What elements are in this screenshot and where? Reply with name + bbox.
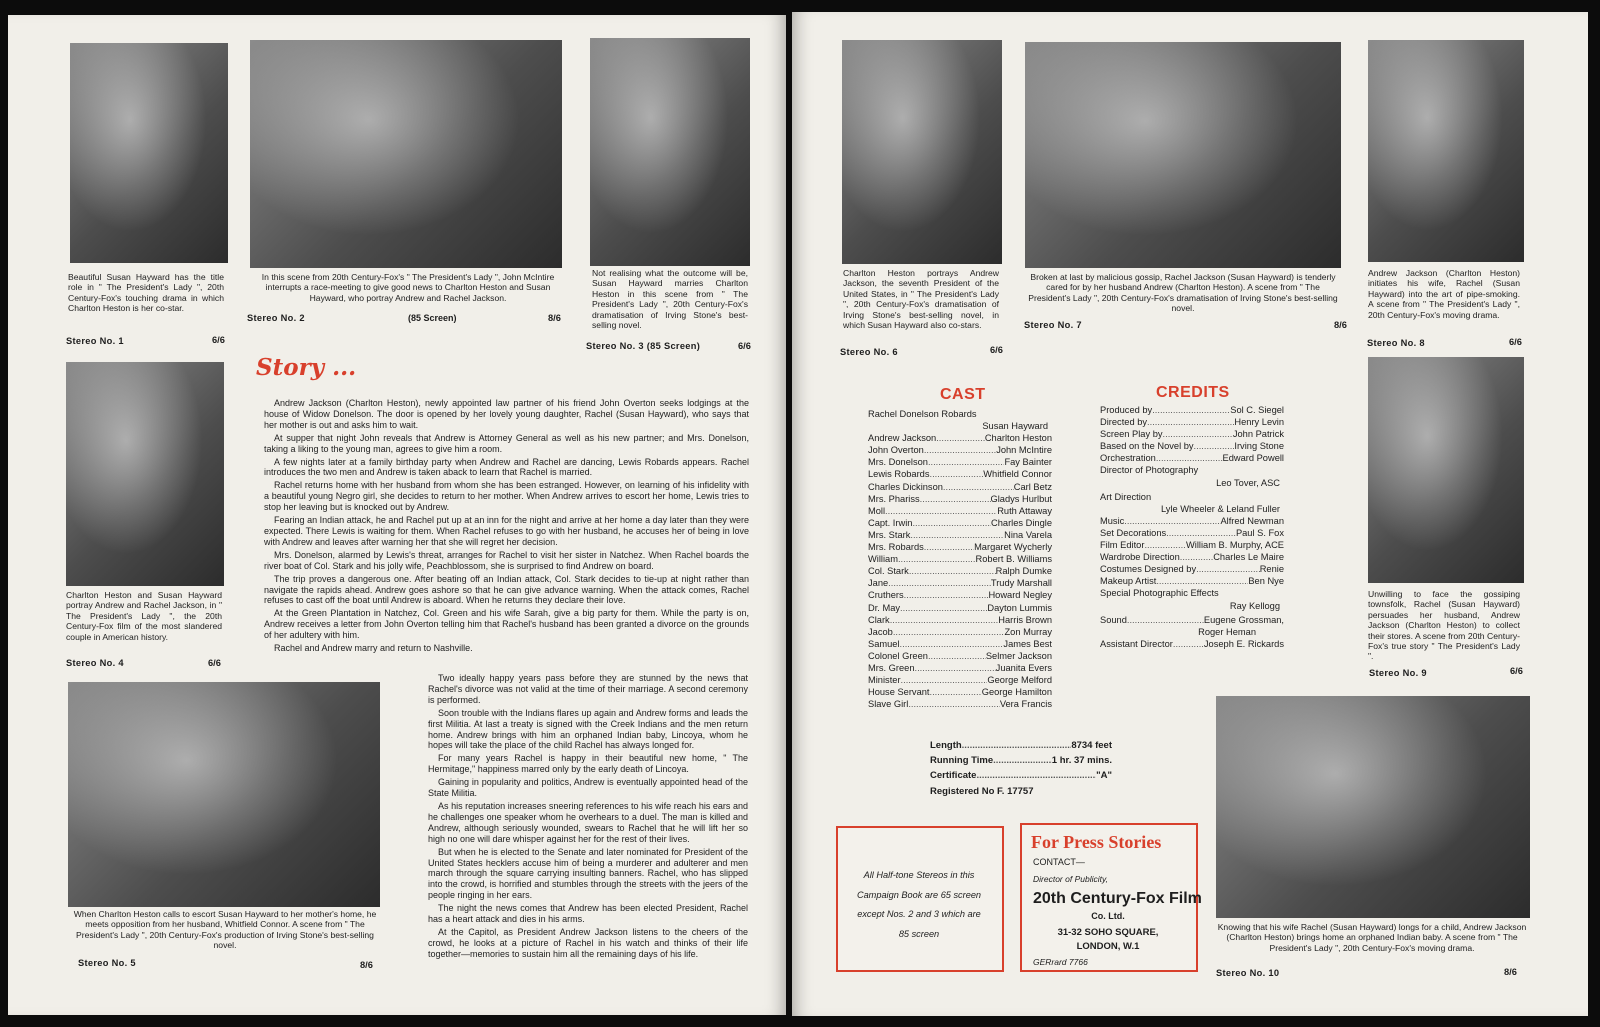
cast-row-label: Lewis Robards — [868, 469, 930, 480]
still-caption-7: Broken at last by malicious gossip, Rachel Jackson (Susan Hayward) is tenderly cared for by her husband Andrew (Charlton Heston). A scene from " The President's Lady ", 20th Century-Fox's dramatisation of Irving Stone's best-selling novel. — [1028, 272, 1338, 314]
cast-row — [868, 638, 1052, 650]
still-caption-2: In this scene from 20th Century-Fox's " The President's Lady ", John McIntire interrupts a race-meeting to give good news to Charlton Heston and Susan Hayward, who portray Andrew and Rachel Jackson. — [261, 272, 555, 303]
story-paragraph: A few nights later at a family birthday party when Andrew and Rachel are dancing, Lewis Robards appears. Rachel introduces the two men and Andrew is taken aback to learn that Rachel is married. — [264, 456, 749, 478]
stereo-label-2: Stereo No. 2 — [247, 313, 305, 323]
cast-row — [868, 553, 1052, 565]
halftone-note — [840, 866, 998, 944]
story-paragraph: Fearing an Indian attack, he and Rachel put up at an inn for the night and arrive at her home a day later than they were expected. There Lewis is waiting for them. When Rachel refuses to go with her husband, he accuses her of being in love with Andrew and leaves after warning her that she will regret her decision. — [264, 515, 749, 547]
cast-row — [868, 517, 1052, 529]
cast-row-value: Juanita Evers — [995, 662, 1052, 673]
cast-row-label: Moll — [868, 505, 886, 516]
cast-row-label: Dr. May — [868, 602, 901, 613]
credit-art-names: Lyle Wheeler & Leland Fuller — [1160, 503, 1280, 514]
credit-row-value: Sol C. Siegel — [1230, 405, 1284, 415]
halftone-line-4: 85 screen — [898, 928, 940, 939]
still-photo-10 — [1216, 696, 1530, 918]
cast-row-label: Minister — [868, 675, 901, 686]
stereo-price-4: 6/6 — [208, 658, 221, 668]
cast-row-value: George Hamilton — [981, 687, 1052, 698]
still-caption-3: Not realising what the outcome will be, Susan Hayward marries Charlton Heston in this scene from " The President's Lady ", 20th Century-Fox's dramatisation of Irving Stone's best-selling novel. — [592, 268, 748, 331]
still-photo-5 — [68, 682, 380, 907]
credit-sound — [1100, 614, 1284, 626]
credit-row-label: Orchestration — [1100, 453, 1156, 464]
technical-row-label: Length — [930, 740, 962, 751]
still-photo-2 — [250, 40, 562, 268]
credit-row-label: Costumes Designed by — [1100, 564, 1197, 575]
stereo-price-6: 6/6 — [990, 345, 1003, 355]
cast-row — [868, 674, 1052, 686]
press-address-2: LONDON, W.1 — [1076, 941, 1140, 952]
still-photo-4 — [66, 362, 224, 586]
cast-row-label: Capt. Irwin — [868, 517, 913, 528]
halftone-line-3: except Nos. 2 and 3 which are — [857, 909, 981, 919]
cast-row-value: John McIntire — [996, 445, 1052, 456]
credit-photo-role: Director of Photography — [1100, 465, 1199, 476]
cast-row-label: Col. Stark — [868, 566, 909, 577]
still-caption-10: Knowing that his wife Rachel (Susan Hayward) longs for a child, Andrew Jackson (Charlton Heston) brings home an orphaned Indian baby. A scene from " The President's Lady ", 20th Century-Fox's moving drama. — [1217, 922, 1527, 953]
still-photo-3 — [590, 38, 750, 266]
credit-row-label: Based on the Novel by — [1100, 441, 1194, 452]
technical-row — [930, 768, 1112, 783]
still-caption-6: Charlton Heston portrays Andrew Jackson, the seventh President of the United States, in " The President's Lady ", 20th Century-Fox's dramatisation of Irving Stone's best-selling novel, in which Susan Hayward also co-stars. — [843, 268, 999, 331]
press-director: Director of Publicity, — [1033, 874, 1108, 884]
cast-row-value: Robert B. Williams — [975, 554, 1052, 565]
cast-row-value: Ralph Dumke — [995, 566, 1052, 577]
credit-row — [1100, 515, 1284, 527]
cast-row — [868, 444, 1052, 456]
cast-row-label: Jane — [868, 578, 889, 589]
cast-row-label: Mrs. Robards — [868, 542, 924, 553]
credit-row-value: Paul S. Fox — [1235, 527, 1284, 538]
cast-row — [868, 432, 1052, 444]
cast-row-label: Mrs. Stark — [868, 529, 911, 540]
story-paragraph: At the Green Plantation in Natchez, Col. Green and his wife Sarah, give a big party for them. While the party is on, Andrew receives a letter from John Overton telling him that Rachel's husband has been granted a divorce on the grounds of her adultery with him. — [264, 608, 749, 641]
credit-row — [1100, 428, 1284, 440]
cast-row — [868, 481, 1052, 493]
cast-row-label: Mrs. Donelson — [868, 457, 928, 468]
cast-row — [868, 589, 1052, 601]
credit-row-label: Makeup Artist — [1100, 576, 1157, 587]
technical-row-value: "A" — [1096, 770, 1112, 781]
credit-row-label: Music — [1100, 515, 1125, 526]
technical-details — [930, 738, 1112, 783]
cast-first-actor: Susan Hayward — [982, 421, 1048, 432]
cast-row — [868, 698, 1052, 710]
cast-row-value: Nina Varela — [1004, 529, 1052, 540]
story-paragraph: At supper that night John reveals that Andrew is Attorney General as well as his new partner; and Mrs. Donelson, taking a liking to the young man, agrees to give him a room. — [264, 432, 749, 454]
cast-row-value: Zon Murray — [1004, 626, 1052, 637]
cast-row-value: James Best — [1003, 638, 1052, 649]
cast-row — [868, 505, 1052, 517]
stereo-price-2: 8/6 — [548, 313, 561, 323]
cast-row-label: William — [868, 554, 898, 565]
story-paragraph: Rachel returns home with her husband from whom she has been estranged. However, on learning of his infidelity with a beautiful young Negro girl, she decides to return to her mother. When Andrew arrives to escort her home, Lewis tries to stop her leaving but is knocked out by Andrew. — [264, 480, 749, 513]
cast-list — [868, 408, 1052, 710]
cast-row-label: Samuel — [868, 638, 900, 649]
cast-row-value: Charlton Heston — [984, 433, 1052, 444]
story-title: Story ... — [256, 354, 357, 381]
cast-row-label: Clark — [868, 614, 890, 625]
cast-row — [868, 565, 1052, 577]
cast-row-value: Vera Francis — [999, 699, 1052, 710]
cast-row-value: George Melford — [987, 675, 1052, 686]
story-paragraph: But when he is elected to the Senate and later nominated for President of the United States hecklers accuse him of being a murderer and adulterer and men march through the square carrying insulting banners. Rachel, who has slipped into the crowd, is horrified and stumbles through the streets with the jeers of the people ringing in her ears. — [428, 846, 748, 901]
credit-assistant-role: Assistant Director — [1100, 638, 1173, 649]
cast-row-label: Mrs. Phariss — [868, 493, 920, 504]
screen-note-2: (85 Screen) — [408, 313, 457, 323]
technical-row — [930, 738, 1112, 753]
cast-row-value: Fay Bainter — [1004, 457, 1052, 468]
cast-row-value: Selmer Jackson — [985, 650, 1052, 661]
cast-row — [868, 662, 1052, 674]
press-company-suffix: Co. Ltd. — [1091, 911, 1125, 921]
cast-row-value: Trudy Marshall — [990, 578, 1052, 589]
stereo-label-9: Stereo No. 9 — [1369, 668, 1427, 678]
credit-sound-name-2: Roger Heman — [1198, 626, 1256, 637]
stereo-label-7: Stereo No. 7 — [1024, 320, 1082, 330]
story-paragraph: Gaining in popularity and politics, Andrew is eventually appointed head of the State Militia. — [428, 777, 748, 799]
still-photo-9 — [1368, 357, 1524, 583]
credit-row-value: Renie — [1259, 564, 1284, 575]
stereo-price-7: 8/6 — [1334, 320, 1347, 330]
credit-row-label: Wardrobe Direction — [1100, 552, 1180, 563]
credit-assistant-name: Joseph E. Rickards — [1203, 638, 1284, 649]
stereo-label-10: Stereo No. 10 — [1216, 968, 1280, 978]
cast-row — [868, 650, 1052, 662]
story-paragraph: The trip proves a dangerous one. After beating off an Indian attack, Col. Stark decides to tie-up at night rather than navigate the rapids ahead. Andrew goes ashore so that he can give advance warning. When the attack comes, Rachel refuses to cast off the boat until Andrew is aboard. When he returns they declare their love. — [264, 573, 749, 606]
credit-row-label: Film Editor — [1100, 540, 1145, 551]
cast-row-label: House Servant — [868, 687, 930, 698]
press-phone: GERrard 7766 — [1033, 957, 1088, 967]
cast-row-value: Charles Dingle — [991, 517, 1052, 528]
cast-row-value: Whitfield Connor — [983, 469, 1052, 480]
stereo-label-8: Stereo No. 8 — [1367, 338, 1425, 348]
cast-heading: CAST — [940, 386, 986, 403]
stereo-label-3: Stereo No. 3 (85 Screen) — [586, 341, 701, 351]
cast-row — [868, 626, 1052, 638]
credit-row-value: Alfred Newman — [1220, 515, 1284, 526]
credit-row-value: Henry Levin — [1234, 417, 1284, 428]
stereo-price-9: 6/6 — [1510, 666, 1523, 676]
credit-row — [1100, 440, 1284, 452]
cast-first-role: Rachel Donelson Robards — [868, 409, 977, 419]
technical-row-label: Running Time — [930, 755, 994, 766]
cast-row-label: Slave Girl — [868, 699, 909, 710]
credit-row — [1100, 575, 1284, 587]
credits-list — [1100, 404, 1284, 650]
stereo-label-5: Stereo No. 5 — [78, 958, 136, 968]
credit-row-value: Charles Le Maire — [1213, 552, 1284, 563]
stereo-price-1: 6/6 — [212, 335, 225, 345]
still-caption-5: When Charlton Heston calls to escort Susan Hayward to her mother's home, he meets opposition from her husband, Whitfield Connor. A scene from " The President's Lady ", 20th Century-Fox's production of Irving Stone's best-selling novel. — [73, 909, 377, 951]
cast-row-label: Cruthers — [868, 590, 904, 601]
cast-row-label: Andrew Jackson — [868, 433, 937, 444]
cast-row-value: Ruth Attaway — [997, 505, 1052, 516]
credit-row — [1100, 551, 1284, 563]
still-photo-1 — [70, 43, 228, 263]
cast-row-value: Carl Betz — [1013, 481, 1052, 492]
press-title: For Press Stories — [1031, 832, 1162, 852]
cast-row — [868, 614, 1052, 626]
credit-row-value: Irving Stone — [1234, 441, 1284, 452]
credit-row — [1100, 416, 1284, 428]
cast-row-label: Colonel Green — [868, 650, 928, 661]
credit-row — [1100, 452, 1284, 464]
stereo-price-8: 6/6 — [1509, 337, 1522, 347]
stereo-price-10: 8/6 — [1504, 967, 1517, 977]
cast-row — [868, 577, 1052, 589]
credit-effects-name: Ray Kellogg — [1229, 600, 1280, 611]
credit-sound-name-1: Eugene Grossman, — [1203, 614, 1284, 625]
cast-row — [868, 602, 1052, 614]
registered-number: Registered No F. 17757 — [930, 786, 1034, 797]
credit-row — [1100, 563, 1284, 575]
cast-row — [868, 541, 1052, 553]
credit-row-label: Set Decorations — [1100, 527, 1167, 538]
still-caption-4: Charlton Heston and Susan Hayward portray Andrew and Rachel Jackson, in " The President's Lady ", the 20th Century-Fox film of the most slandered couple in American history. — [66, 590, 222, 642]
credit-sound-role: Sound — [1100, 614, 1127, 625]
cast-row-label: John Overton — [868, 445, 924, 456]
story-paragraph: Two ideally happy years pass before they are stunned by the news that Rachel's divorce was not valid at the time of their marriage. A second ceremony is performed. — [428, 673, 748, 705]
still-photo-8 — [1368, 40, 1524, 262]
credit-row — [1100, 539, 1284, 551]
credit-row-value: Ben Nye — [1248, 576, 1284, 587]
story-paragraph: At the Capitol, as President Andrew Jackson listens to the cheers of the crowd, he looks at a picture of Rachel in his watch and thinks of their life together—memories to sustain him all the remaining days of his life. — [428, 926, 748, 959]
press-contact: CONTACT— — [1033, 857, 1085, 867]
credit-assistant — [1100, 638, 1284, 650]
still-caption-1: Beautiful Susan Hayward has the title role in " The President's Lady ", 20th Century-Fox's touching drama in which Charlton Heston is her co-star. — [68, 272, 224, 314]
technical-row — [930, 753, 1112, 768]
technical-row-value: 8734 feet — [1071, 740, 1112, 751]
cast-row-label: Charles Dickinson — [868, 481, 943, 492]
cast-row-value: Gladys Hurlbut — [990, 493, 1052, 504]
story-paragraph: Mrs. Donelson, alarmed by Lewis's threat, arranges for Rachel to visit her sister in Natchez. When Rachel boards the river boat of Col. Stark and his jolly wife, Peachblossom, she is surprised to find Andrew on board. — [264, 549, 749, 571]
credit-effects-role: Special Photographic Effects — [1100, 588, 1219, 599]
story-text-upper — [264, 398, 749, 656]
story-paragraph: Rachel and Andrew marry and return to Nashville. — [274, 643, 473, 654]
credit-row — [1100, 527, 1284, 539]
credit-row-value: Edward Powell — [1222, 453, 1284, 464]
cast-row-label: Jacob — [868, 626, 893, 637]
credit-photo-name: Leo Tover, ASC — [1216, 477, 1280, 488]
story-paragraph: The night the news comes that Andrew has been elected President, Rachel has a heart attack and dies in his arms. — [428, 903, 748, 925]
still-caption-8: Andrew Jackson (Charlton Heston) initiates his wife, Rachel (Susan Hayward) into the art of pipe-smoking. A scene from " The President's Lady ", 20th Century-Fox's moving drama. — [1368, 268, 1520, 320]
cast-row-value: Margaret Wycherly — [974, 542, 1052, 553]
credit-row-value: John Patrick — [1232, 429, 1284, 440]
cast-row — [868, 456, 1052, 468]
credit-row-label: Produced by — [1100, 405, 1153, 415]
press-company: 20th Century-Fox Film — [1033, 890, 1202, 907]
story-paragraph: As his reputation increases sneering references to his wife reach his ears and he challenges one speaker whom he overhears to a duel. The man is killed and Andrew, although seriously wounded, swears to Rachel that he will lift her so high no one will dare whisper against her for the rest of their lives. — [428, 800, 748, 844]
halftone-line-2: Campaign Book are 65 screen — [856, 889, 982, 900]
story-paragraph: Soon trouble with the Indians flares up again and Andrew forms and leads the first Militia. At last a treaty is signed with the Creek Indians and the men return home. Andrew brings with him an orphaned Indian baby, Lincoya, whom he hopes will take the place of the child Rachel has always longed for. — [428, 707, 748, 751]
still-photo-6 — [842, 40, 1002, 264]
cast-row — [868, 468, 1052, 480]
halftone-line-1: All Half-tone Stereos in this — [863, 870, 975, 880]
story-text-lower — [428, 673, 748, 962]
stereo-price-5: 8/6 — [360, 960, 373, 970]
story-paragraph: For many years Rachel is happy in their beautiful new home, " The Hermitage," happiness marred only by the early death of Lincoya. — [428, 753, 748, 775]
cast-row-value: Dayton Lummis — [987, 602, 1052, 613]
still-caption-9: Unwilling to face the gossiping townsfolk, Rachel (Susan Hayward) persuades her husband, Andrew Jackson (Charlton Heston) to collect their stores. A scene from 20th Century-Fox's true story " The President's Lady ". — [1368, 589, 1520, 662]
cast-row-value: Howard Negley — [988, 590, 1052, 601]
story-paragraph: Andrew Jackson (Charlton Heston), newly appointed law partner of his friend John Overton seeks lodgings at the house of Widow Donelson. The door is opened by her lovely young daughter, Rachel (Susan Hayward), who says that her mother is out and asks him to wait. — [264, 398, 749, 430]
stereo-price-3: 6/6 — [738, 341, 751, 351]
stereo-label-1: Stereo No. 1 — [66, 336, 124, 346]
cast-row — [868, 493, 1052, 505]
credit-art-role: Art Direction — [1100, 491, 1152, 502]
credits-heading: CREDITS — [1156, 384, 1230, 401]
cast-row-value: Harris Brown — [998, 614, 1052, 625]
cast-row — [868, 529, 1052, 541]
stereo-label-6: Stereo No. 6 — [840, 347, 898, 357]
technical-row-value: 1 hr. 37 mins. — [1051, 755, 1112, 766]
press-address-1: 31-32 SOHO SQUARE, — [1057, 927, 1159, 938]
stereo-label-4: Stereo No. 4 — [66, 658, 124, 668]
credit-row — [1100, 404, 1284, 416]
technical-row-label: Certificate — [930, 770, 977, 781]
still-photo-7 — [1025, 42, 1341, 268]
cast-row — [868, 686, 1052, 698]
credit-row-label: Screen Play by — [1100, 429, 1163, 440]
credit-row-value: William B. Murphy, ACE — [1186, 540, 1284, 551]
cast-row-label: Mrs. Green — [868, 662, 915, 673]
credit-row-label: Directed by — [1100, 417, 1148, 428]
